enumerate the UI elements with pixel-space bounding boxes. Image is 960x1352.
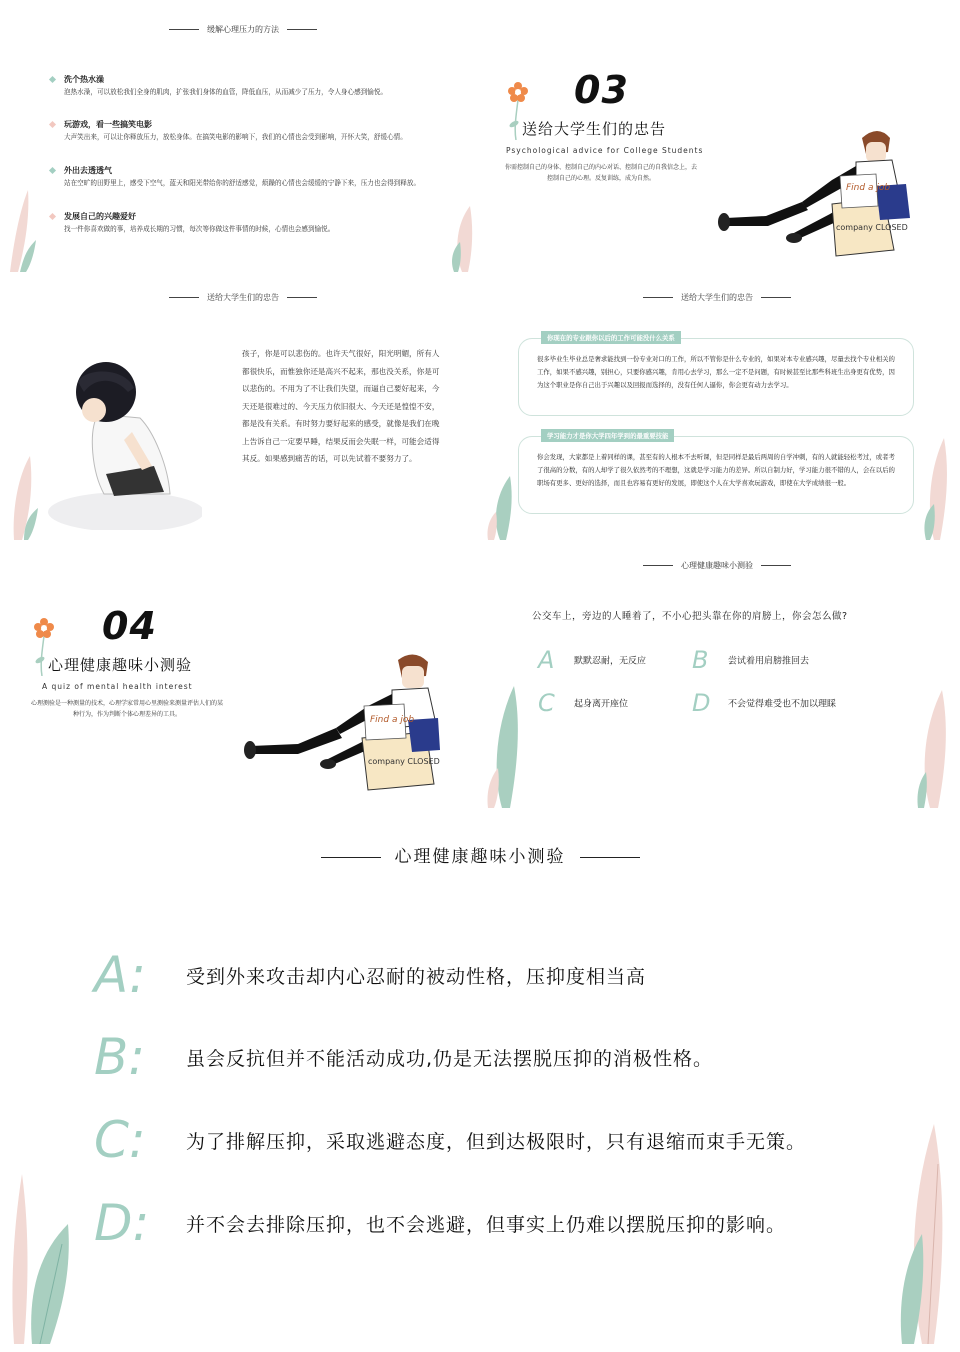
header-rule (287, 297, 317, 298)
section-number: 03 (574, 68, 629, 112)
method-text: 找一件你喜欢做的事，培养成长期的习惯，每次等你做这件事情的时候，心情也会感到愉悦。 (64, 225, 335, 233)
slide-header (484, 292, 950, 303)
job-seeker-illustration (706, 118, 918, 258)
method-item (64, 211, 434, 234)
leaf-decoration-icon (484, 468, 518, 540)
section-subtitle: Psychological advice for College Students (506, 146, 704, 155)
sad-boy-illustration (44, 362, 202, 530)
section-description: 心理测验是一种测量的技术，心理学家常用心里测验来测量评估人们的某种行为，作为判断个体心理差异的工具。 (30, 700, 223, 718)
advice-paragraph: 孩子，你是可以悲伤的。也许天气很好，阳光明媚，所有人都很快乐，而惟独你还是高兴不起来，那也没关系，你是可以悲伤的。不用为了不让我们失望，而逼自己要好起来，今天还是很难过的、今天压力依旧很大、今天还是惶惶不安，都是没有关系。有时努力要好起来的感受，就像是我们在晚上告诉自己一定要早睡，结果反而会失眠一样，可能会适得其反。如果感到痛苦的话，可以先试着不要努力了。 (242, 349, 440, 463)
header-rule (761, 565, 791, 566)
answers-title-text: 心理健康趣味小测验 (394, 847, 566, 867)
option-letter: C (538, 689, 555, 717)
quiz-question: 公交车上，旁边的人睡着了，不小心把头靠在你的肩膀上，你会怎么做? (532, 611, 848, 622)
option-letter: D (692, 689, 711, 717)
section-title: 心理健康趣味小测验 (48, 656, 193, 674)
header-text: 送给大学生们的忠告 (681, 293, 753, 302)
card-text: 很多毕业生毕业总是奢求能找到一份专业对口的工作，所以不管你是什么专业的，如果对本专业感兴趣，尽量去找个专业相关的工作，如果不感兴趣，别担心，只要你感兴趣，肯用心去学习，那么一定不是问题，有时候甚至比那些科班生出身更有优势，因为这个职业是你自己出于兴趣以及回报而选择的，没有任何人逼你，你会更有动力去学习。 (537, 355, 895, 389)
method-title: 发展自己的兴趣爱好 (64, 212, 136, 221)
quiz-option-a[interactable] (538, 646, 646, 674)
card-tag: 你现在的专业跟你以后的工作可能没什么关系 (541, 331, 681, 344)
slide-quiz-question (484, 546, 950, 808)
leaf-decoration-icon (448, 200, 476, 272)
header-rule (643, 297, 673, 298)
card-text: 你会发现，大家都是上着同样的课，甚至有的人根本不去听课，但是同样是最后两周的自学冲刺，有的人就能轻松考过，或者考了很高的分数，有的人却学了很久依然考的不理想，这就是学习能力的差异。所以自制力好，学习能力很不错的人，会在以后的职场有更多、更好的选择，而且也容易有更好的发展，即使这个人在大学喜欢玩游戏，即使在大学成绩很一般。 (537, 453, 895, 487)
quiz-option-c[interactable] (538, 689, 628, 717)
slide-advice-cards (484, 278, 950, 540)
method-text: 大声笑出来，可以让你释放压力，放松身体。在搞笑电影的影响下，我们的心情也会受到影响，开怀大笑，舒缓心情。 (64, 133, 407, 141)
leaf-decoration-icon (10, 180, 36, 272)
section-title: 送给大学生们的忠告 (522, 120, 667, 138)
box-label: company CLOSED (368, 757, 440, 766)
slide-section-04 (10, 546, 476, 808)
quiz-option-d[interactable] (692, 689, 836, 717)
section-number: 04 (102, 604, 157, 648)
diamond-bullet-icon (49, 167, 56, 174)
answer-letter: C: (94, 1111, 146, 1169)
option-letter: A (538, 646, 555, 674)
diamond-bullet-icon (49, 121, 56, 128)
diamond-bullet-icon (49, 213, 56, 220)
section-subtitle: A quiz of mental health interest (42, 682, 193, 691)
option-text: 不会觉得难受也不加以理睬 (728, 699, 837, 710)
answer-text: 并不会去排除压抑，也不会逃避，但事实上仍难以摆脱压抑的影响。 (186, 1214, 787, 1236)
section-description: 你需控制自己的身体、控制自己的内心对话、控制自己的自我信念上，去控制自己的心理。反复训练，成为自然。 (504, 164, 697, 182)
answer-text: 为了排解压抑，采取逃避态度，但到达极限时，只有退缩而束手无策。 (186, 1131, 807, 1153)
slide-section-03 (484, 10, 950, 272)
leaf-decoration-icon (914, 676, 950, 808)
method-item (64, 165, 434, 188)
slide-quiz-answers (10, 814, 950, 1344)
method-text: 泡热水澡，可以放松我们全身的肌肉，扩张我们身体的血管，降低血压，从而减少了压力，令人身心感到愉悦。 (64, 88, 388, 96)
answer-letter: B: (94, 1028, 146, 1086)
diamond-bullet-icon (49, 76, 56, 83)
header-rule (169, 297, 199, 298)
advice-card (518, 432, 914, 514)
leaf-decoration-icon (894, 1104, 950, 1344)
answer-text: 虽会反抗但并不能活动成功,仍是无法摆脱压抑的消极性格。 (186, 1048, 714, 1070)
slide-stress-relief-methods (10, 10, 476, 272)
card-tag: 学习能力才是你大学四年学到的最重要技能 (541, 429, 674, 442)
header-rule (287, 29, 317, 30)
leaf-decoration-icon (484, 674, 524, 808)
answer-letter: A: (94, 946, 146, 1004)
method-title: 玩游戏，看一些搞笑电影 (64, 120, 152, 129)
header-rule (761, 297, 791, 298)
answer-letter: D: (94, 1194, 150, 1252)
option-letter: B (692, 646, 709, 674)
option-text: 尝试着用肩膀推回去 (728, 656, 810, 667)
option-text: 默默忍耐，无反应 (574, 656, 647, 667)
header-rule (321, 857, 381, 858)
answers-title (10, 842, 950, 867)
box-label: Find a job (370, 715, 415, 725)
quiz-option-b[interactable] (692, 646, 809, 674)
method-title: 外出去透透气 (64, 166, 112, 175)
answer-text: 受到外来攻击却内心忍耐的被动性格，压抑度相当高 (186, 966, 647, 988)
header-text: 送给大学生们的忠告 (207, 293, 279, 302)
header-rule (169, 29, 199, 30)
header-text: 心理健康趣味小测验 (681, 561, 753, 570)
advice-card (518, 334, 914, 416)
leaf-decoration-icon (10, 446, 38, 540)
leaf-decoration-icon (920, 428, 950, 540)
header-rule (580, 857, 640, 858)
leaf-decoration-icon (10, 1154, 86, 1344)
method-title: 洗个热水澡 (64, 75, 104, 84)
method-item (64, 119, 434, 142)
option-text: 起身离开座位 (574, 699, 629, 710)
method-item (64, 74, 434, 97)
job-seeker-illustration (232, 654, 444, 794)
box-label: Find a job (846, 183, 891, 193)
slide-header (10, 292, 476, 303)
slide-header (484, 560, 950, 571)
slide-advice-sadness (10, 278, 476, 540)
header-rule (643, 565, 673, 566)
header-text: 缓解心理压力的方法 (207, 25, 279, 34)
slide-header (10, 24, 476, 35)
method-text: 站在空旷的田野里上，感受下空气，蓝天和阳光带给你的舒适感觉，烦躁的心情也会缓缓的宁静下来，压力也会得到释放。 (64, 179, 421, 187)
box-label: company CLOSED (836, 223, 908, 232)
